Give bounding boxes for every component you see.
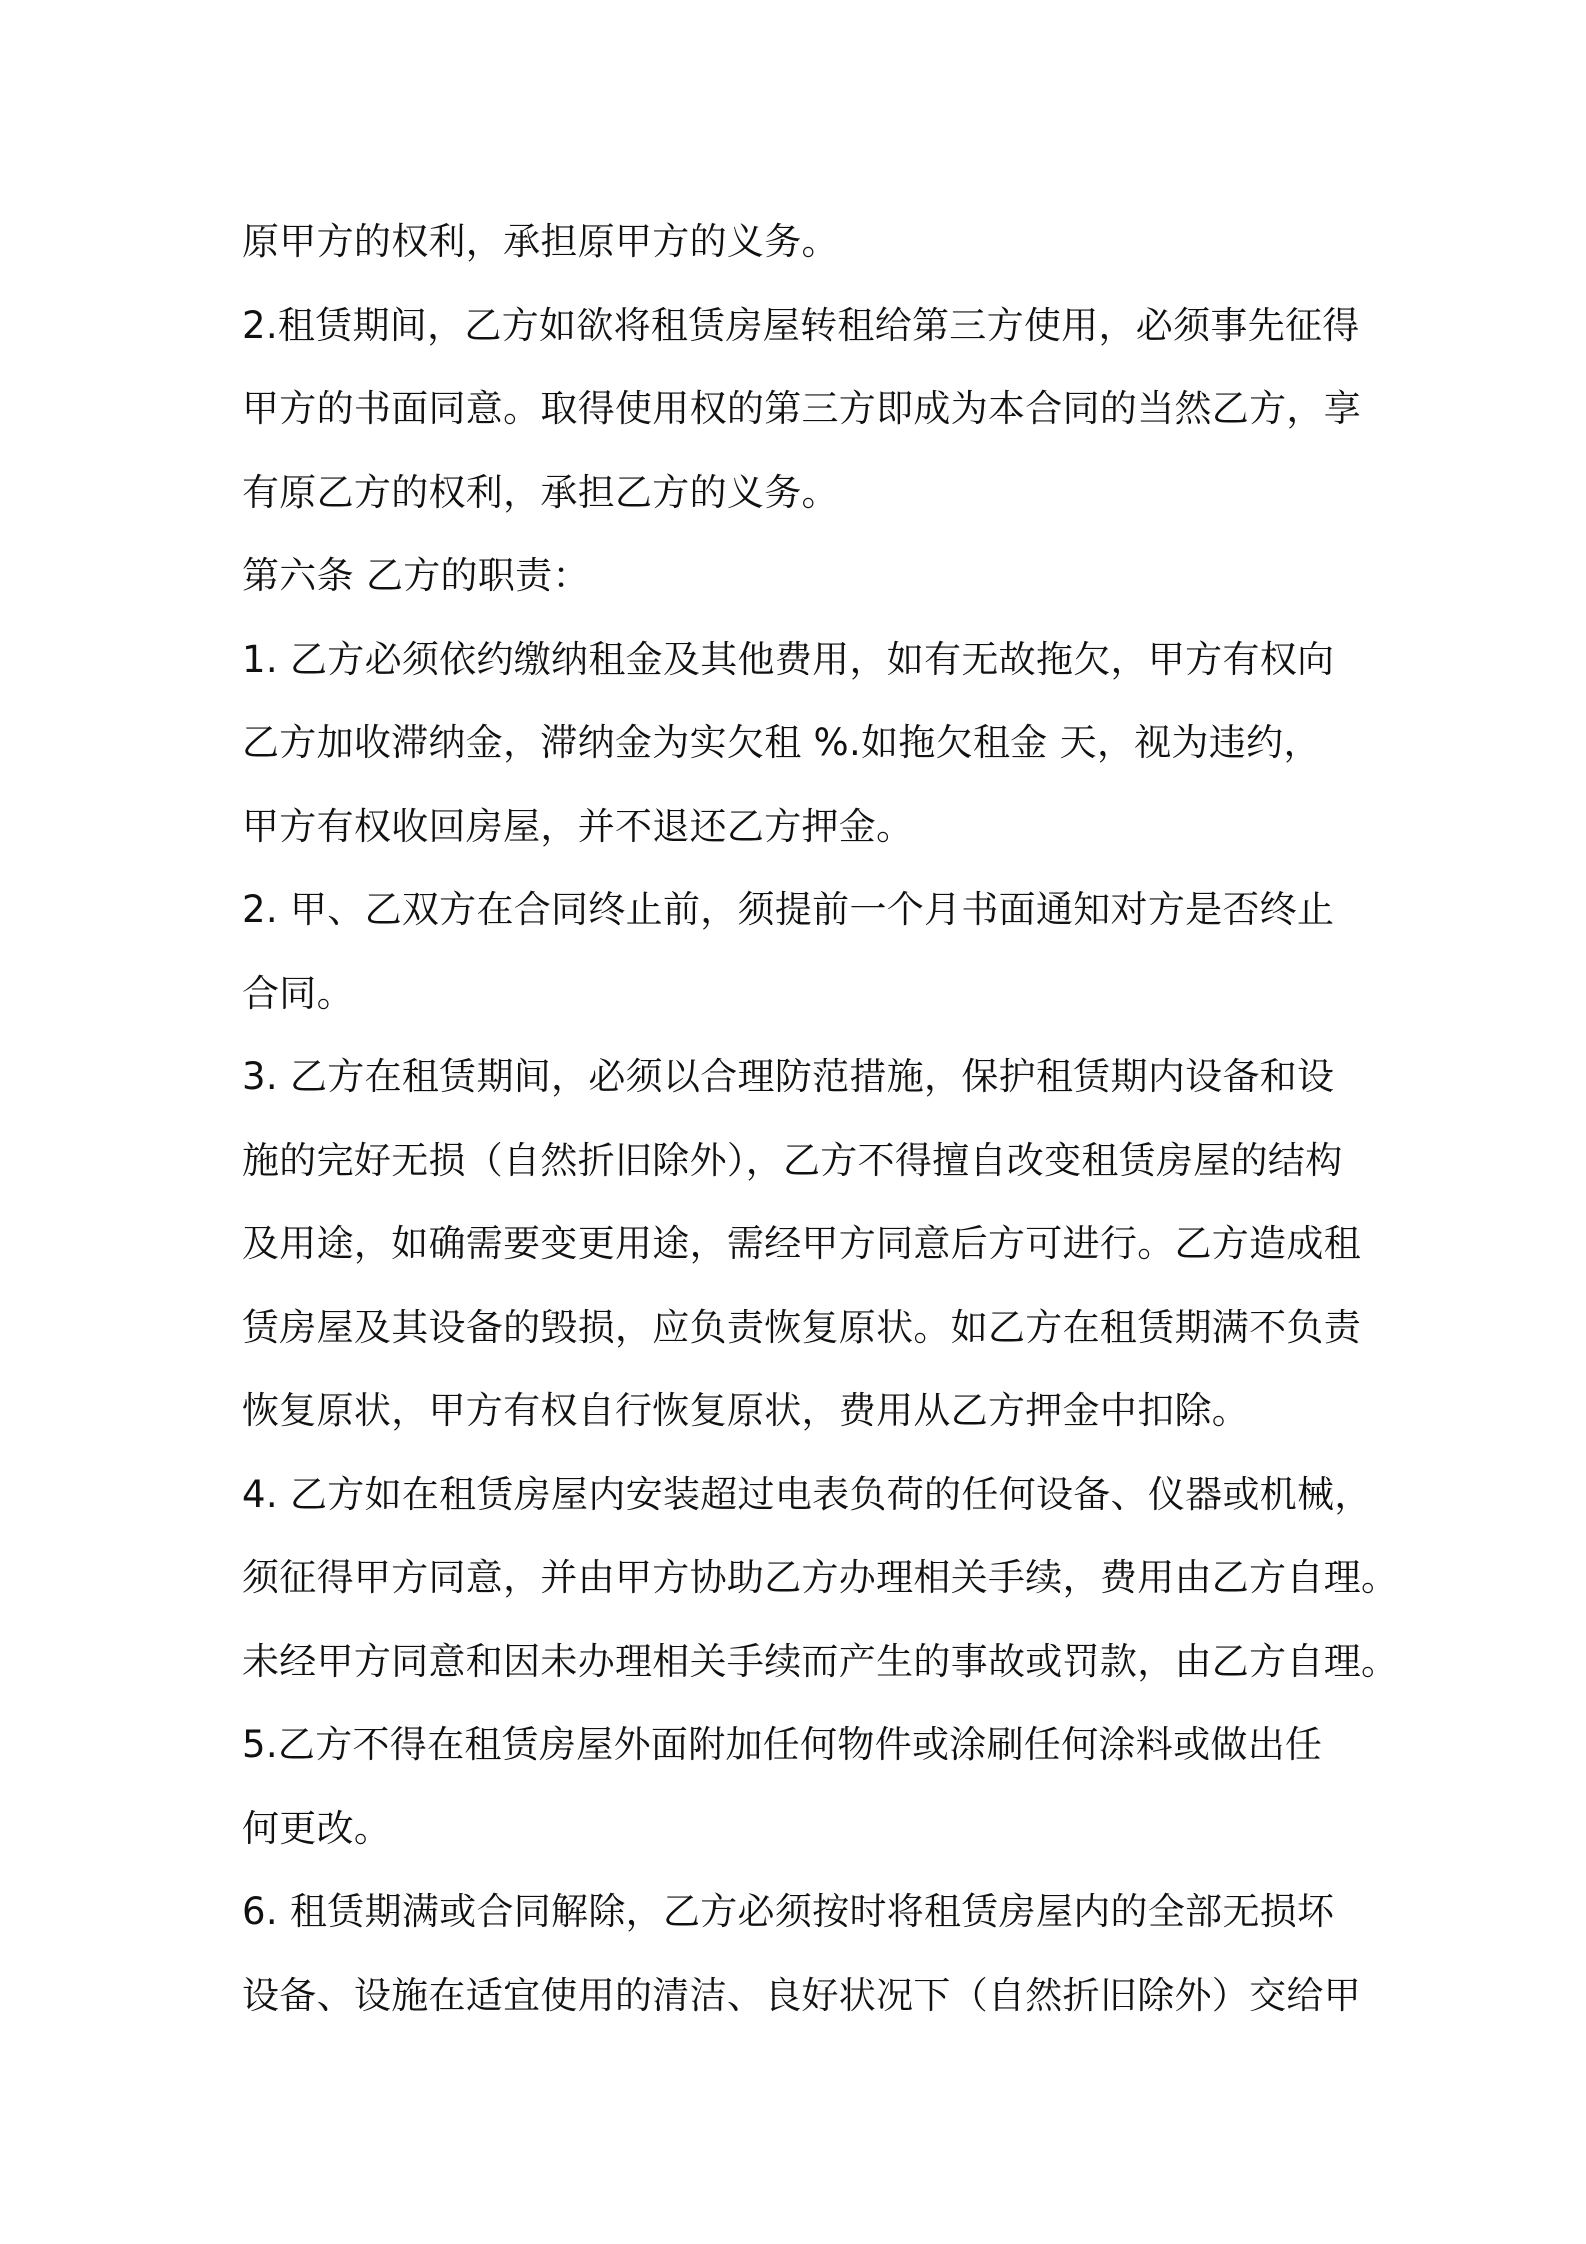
text-line: 甲方的书面同意。取得使用权的第三方即成为本合同的当然乙方，享 xyxy=(242,387,1361,430)
text-line: 恢复原状，甲方有权自行恢复原状，费用从乙方押金中扣除。 xyxy=(242,1389,1250,1432)
text-line: 乙方加收滞纳金，滞纳金为实欠租 %.如拖欠租金 天，视为违约， xyxy=(242,721,1321,764)
text-line: 5.乙方不得在租赁房屋外面附加任何物件或涂刷任何涂料或做出任 xyxy=(242,1723,1323,1766)
text-line: 2.租赁期间，乙方如欲将租赁房屋转租给第三方使用，必须事先征得 xyxy=(242,303,1360,347)
text-line: 及用途，如确需要变更用途，需经甲方同意后方可进行。乙方造成租 xyxy=(242,1222,1361,1265)
text-line: 6. 租赁期满或合同解除，乙方必须按时将租赁房屋内的全部无损坏 xyxy=(242,1890,1335,1933)
text-line: 甲方有权收回房屋，并不退还乙方押金。 xyxy=(242,804,914,848)
contract-text xyxy=(242,200,1399,2037)
text-line: 3. 乙方在租赁期间，必须以合理防范措施，保护租赁期内设备和设 xyxy=(242,1055,1335,1098)
text-line: 有原乙方的权利，承担乙方的义务。 xyxy=(242,470,839,514)
text-line: 施的完好无损（自然折旧除外），乙方不得擅自改变租赁房屋的结构 xyxy=(242,1138,1343,1182)
text-line: 须征得甲方同意，并由甲方协助乙方办理相关手续，费用由乙方自理。 xyxy=(242,1556,1399,1599)
text-line: 原甲方的权利，承担原甲方的义务。 xyxy=(242,220,839,263)
section-heading: 第六条 乙方的职责： xyxy=(242,554,590,597)
text-line: 4. 乙方如在租赁房屋内安装超过电表负荷的任何设备、仪器或机械， xyxy=(242,1472,1372,1516)
text-line: 何更改。 xyxy=(242,1806,392,1850)
text-line: 合同。 xyxy=(242,971,354,1015)
text-line: 赁房屋及其设备的毁损，应负责恢复原状。如乙方在租赁期满不负责 xyxy=(242,1305,1361,1349)
text-line: 1. 乙方必须依约缴纳租金及其他费用，如有无故拖欠，甲方有权向 xyxy=(242,637,1335,681)
text-line: 2. 甲、乙双方在合同终止前，须提前一个月书面通知对方是否终止 xyxy=(242,888,1335,931)
text-line: 未经甲方同意和因未办理相关手续而产生的事故或罚款，由乙方自理。 xyxy=(242,1639,1399,1683)
text-line: 设备、设施在适宜使用的清洁、良好状况下（自然折旧除外）交给甲 xyxy=(242,1973,1361,2017)
